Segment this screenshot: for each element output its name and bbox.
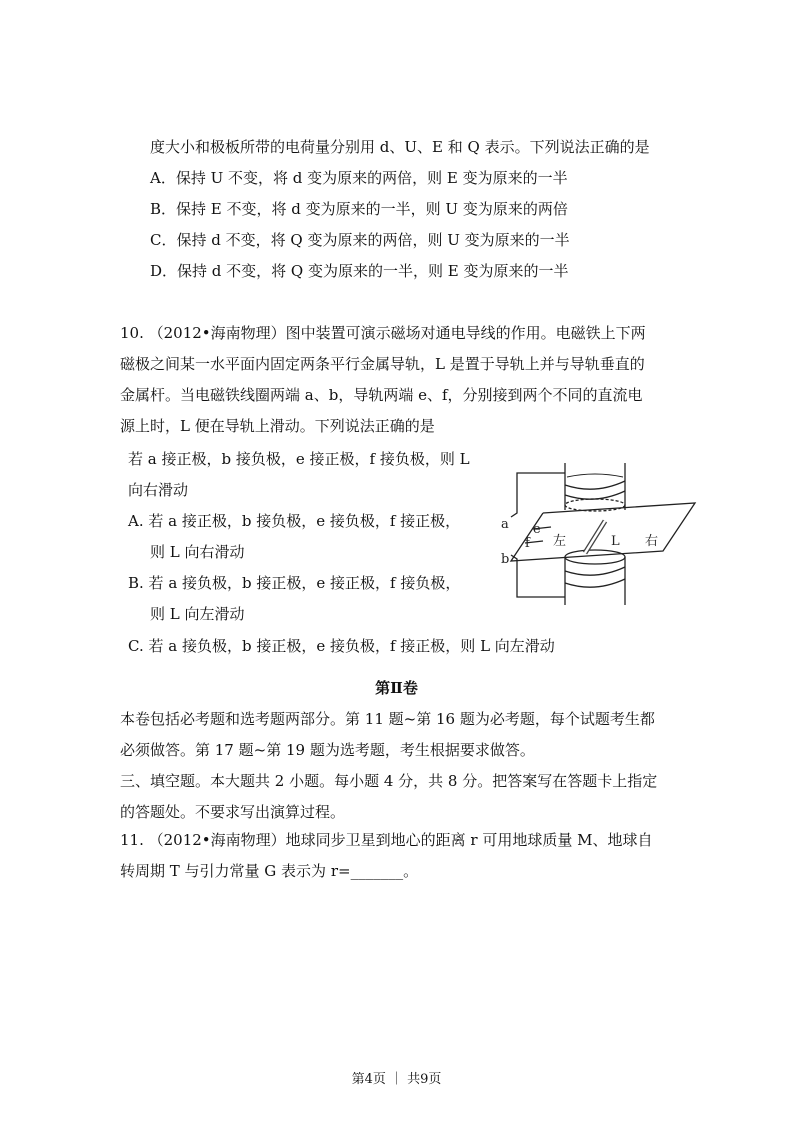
figure-label-L: L — [611, 534, 620, 549]
figure-label-right: 右 — [645, 534, 659, 549]
q10-stem-line-4: 源上时，L 便在导轨上滑动。下列说法正确的是 — [120, 417, 435, 435]
electromagnet-rail-figure — [495, 455, 700, 620]
page-footer: 第4页 ｜ 共9页 — [351, 1072, 442, 1087]
q9-option-d: D．保持 d 不变，将 Q 变为原来的一半，则 E 变为原来的一半 — [150, 262, 569, 280]
section-2-intro-line-1: 本卷包括必考题和选考题两部分。第 11 题~第 16 题为必考题，每个试题考生都 — [120, 710, 655, 728]
q11-line-2: 转周期 T 与引力常量 G 表示为 r=_______。 — [120, 862, 419, 880]
q10-option-a-cont: 则 L 向右滑动 — [150, 543, 245, 561]
q10-stem-line-2: 磁极之间某一水平面内固定两条平行金属导轨，L 是置于导轨上并与导轨垂直的 — [120, 355, 645, 373]
q10-stem-line-1: 10. （2012•海南物理）图中装置可演示磁场对通电导线的作用。电磁铁上下两 — [120, 324, 646, 342]
q9-option-a: A．保持 U 不变，将 d 变为原来的两倍，则 E 变为原来的一半 — [150, 169, 568, 187]
q10-option-b: B. 若 a 接负极，b 接正极，e 接正极，f 接负极， — [128, 574, 461, 592]
figure-label-b: b — [501, 552, 510, 567]
figure-label-f: f — [525, 536, 530, 551]
q10-option-b-cont: 则 L 向左滑动 — [150, 605, 245, 623]
q9-stem-tail: 度大小和极板所带的电荷量分别用 d、U、E 和 Q 表示。下列说法正确的是 — [150, 138, 650, 156]
q10-option-unlabeled-cont: 向右滑动 — [128, 481, 189, 499]
section-2-intro-line-4: 的答题处。不要求写出演算过程。 — [120, 803, 346, 821]
q10-option-a: A. 若 a 接正极，b 接负极，e 接负极，f 接正极， — [128, 512, 461, 530]
q11-line-1: 11. （2012•海南物理）地球同步卫星到地心的距离 r 可用地球质量 M、地球自 — [120, 831, 653, 849]
section-2-title: 第Ⅱ卷 — [375, 679, 418, 697]
figure-label-e: e — [533, 522, 541, 537]
section-2-intro-line-3: 三、填空题。本大题共 2 小题。每小题 4 分，共 8 分。把答案写在答题卡上指定 — [120, 772, 658, 790]
figure-label-left: 左 — [553, 534, 567, 549]
q10-option-c: C. 若 a 接负极，b 接正极，e 接负极，f 接正极，则 L 向左滑动 — [128, 637, 555, 655]
q10-option-unlabeled: 若 a 接正极，b 接负极，e 接正极，f 接负极，则 L — [128, 450, 470, 468]
section-2-intro-line-2: 必须做答。第 17 题~第 19 题为选考题，考生根据要求做答。 — [120, 741, 535, 759]
q9-option-b: B．保持 E 不变，将 d 变为原来的一半，则 U 变为原来的两倍 — [150, 200, 568, 218]
q9-option-c: C．保持 d 不变，将 Q 变为原来的两倍，则 U 变为原来的一半 — [150, 231, 570, 249]
q10-stem-line-3: 金属杆。当电磁铁线圈两端 a、b，导轨两端 e、f，分别接到两个不同的直流电 — [120, 386, 643, 404]
figure-label-a: a — [501, 517, 509, 532]
